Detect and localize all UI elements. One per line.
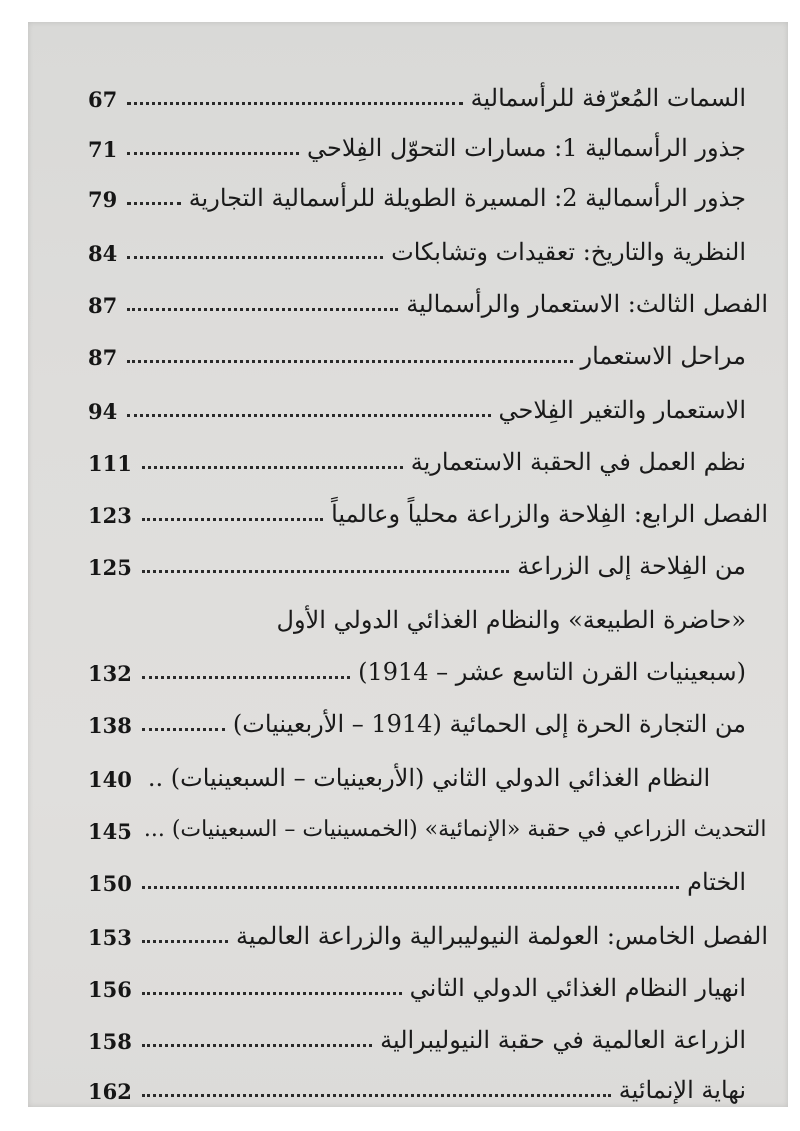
dot-leader [142, 886, 679, 889]
toc-entry [88, 324, 768, 372]
toc-page-number: 87 [88, 293, 118, 318]
toc-entry [88, 1058, 768, 1106]
toc-chapter-entry [88, 904, 768, 952]
toc-entry [88, 1008, 768, 1056]
dot-leader [142, 1044, 372, 1047]
toc-chapter-entry [88, 482, 768, 530]
toc-entry [88, 166, 768, 214]
toc-chapter-entry [88, 272, 768, 320]
toc-entry [88, 430, 768, 478]
toc-entry-title: الختام [687, 868, 746, 896]
toc-page-number: 79 [88, 187, 118, 212]
toc-page-number: 138 [88, 713, 132, 738]
dot-leader [127, 152, 299, 155]
toc-page-number: 145 [88, 819, 132, 844]
dot-leader [142, 728, 225, 731]
dot-leader [142, 570, 509, 573]
dot-leader [142, 940, 228, 943]
toc-page-number: 87 [88, 345, 118, 370]
toc-entry [88, 956, 768, 1004]
toc-page-number: 71 [88, 137, 118, 162]
toc-entry-title: انهيار النظام الغذائي الدولي الثاني [409, 974, 746, 1002]
dot-leader [142, 1094, 611, 1097]
toc-entry-title: (سبعينيات القرن التاسع عشر – 1914) [358, 658, 746, 686]
toc-entry-title: الاستعمار والتغير الفِلاحي [498, 396, 746, 424]
toc-entry-title: النظام الغذائي الدولي الثاني (الأربعينيات – السبعينيات) .. [147, 764, 711, 792]
toc-entry-title: نهاية الإنمائية [618, 1076, 746, 1104]
toc-entry [88, 220, 768, 268]
toc-entry [88, 798, 768, 846]
toc-chapter-title: الفصل الثالث: الاستعمار والرأسمالية [406, 290, 768, 318]
toc-entry [88, 116, 768, 164]
toc-entry [88, 378, 768, 426]
dot-leader [127, 202, 180, 205]
toc-entry-title: جذور الرأسمالية 2: المسيرة الطويلة للرأسمالية التجارية [188, 184, 746, 212]
toc-entry [88, 588, 768, 636]
toc-entry-title: من الفِلاحة إلى الزراعة [517, 552, 746, 580]
dot-leader [127, 414, 490, 417]
toc-entry [88, 850, 768, 898]
toc-entry-title: التحديث الزراعي في حقبة «الإنمائية» (الخمسينيات – السبعينيات) ... [143, 817, 767, 842]
toc-entry-title: من التجارة الحرة إلى الحمائية (1914 – الأربعينيات) [232, 710, 746, 738]
toc-page-number: 158 [88, 1029, 132, 1054]
toc-entry-title: الزراعة العالمية في حقبة النيوليبرالية [380, 1026, 746, 1054]
toc-entry-title: نظم العمل في الحقبة الاستعمارية [410, 448, 746, 476]
dot-leader [127, 308, 398, 311]
toc-entry-title: مراحل الاستعمار [580, 342, 746, 370]
dot-leader [142, 518, 323, 521]
toc-entry [88, 746, 768, 794]
toc-page-number: 150 [88, 871, 132, 896]
toc-page-number: 140 [88, 767, 132, 792]
toc-page-number: 156 [88, 977, 132, 1002]
toc-entry-title: النظرية والتاريخ: تعقيدات وتشابكات [391, 238, 746, 266]
dot-leader [127, 360, 572, 363]
toc-page-number: 123 [88, 503, 132, 528]
dot-leader [142, 676, 350, 679]
dot-leader [127, 102, 462, 105]
toc-page-number: 125 [88, 555, 132, 580]
dot-leader [142, 466, 403, 469]
dot-leader [142, 992, 402, 995]
toc-page-number: 84 [88, 241, 118, 266]
toc-chapter-title: الفصل الرابع: الفِلاحة والزراعة محلياً وعالمياً [331, 500, 768, 528]
toc-chapter-title: الفصل الخامس: العولمة النيوليبرالية والزراعة العالمية [235, 922, 768, 950]
toc-entry [88, 66, 768, 114]
table-of-contents [88, 58, 768, 1104]
toc-page-number: 67 [88, 87, 118, 112]
toc-page-number: 111 [88, 451, 132, 476]
toc-page-number: 132 [88, 661, 132, 686]
toc-page-number: 162 [88, 1079, 132, 1104]
toc-page-number: 94 [88, 399, 118, 424]
toc-entry-title: «حاضرة الطبيعة» والنظام الغذائي الدولي الأول [276, 606, 746, 634]
book-page [28, 22, 788, 1107]
toc-page-number: 153 [88, 925, 132, 950]
toc-entry-title: جذور الرأسمالية 1: مسارات التحوّل الفِلاحي [307, 134, 746, 162]
toc-entry [88, 692, 768, 740]
toc-entry [88, 534, 768, 582]
toc-entry-title: السمات المُعرّفة للرأسمالية [470, 84, 746, 112]
toc-entry [88, 640, 768, 688]
dot-leader [127, 256, 383, 259]
